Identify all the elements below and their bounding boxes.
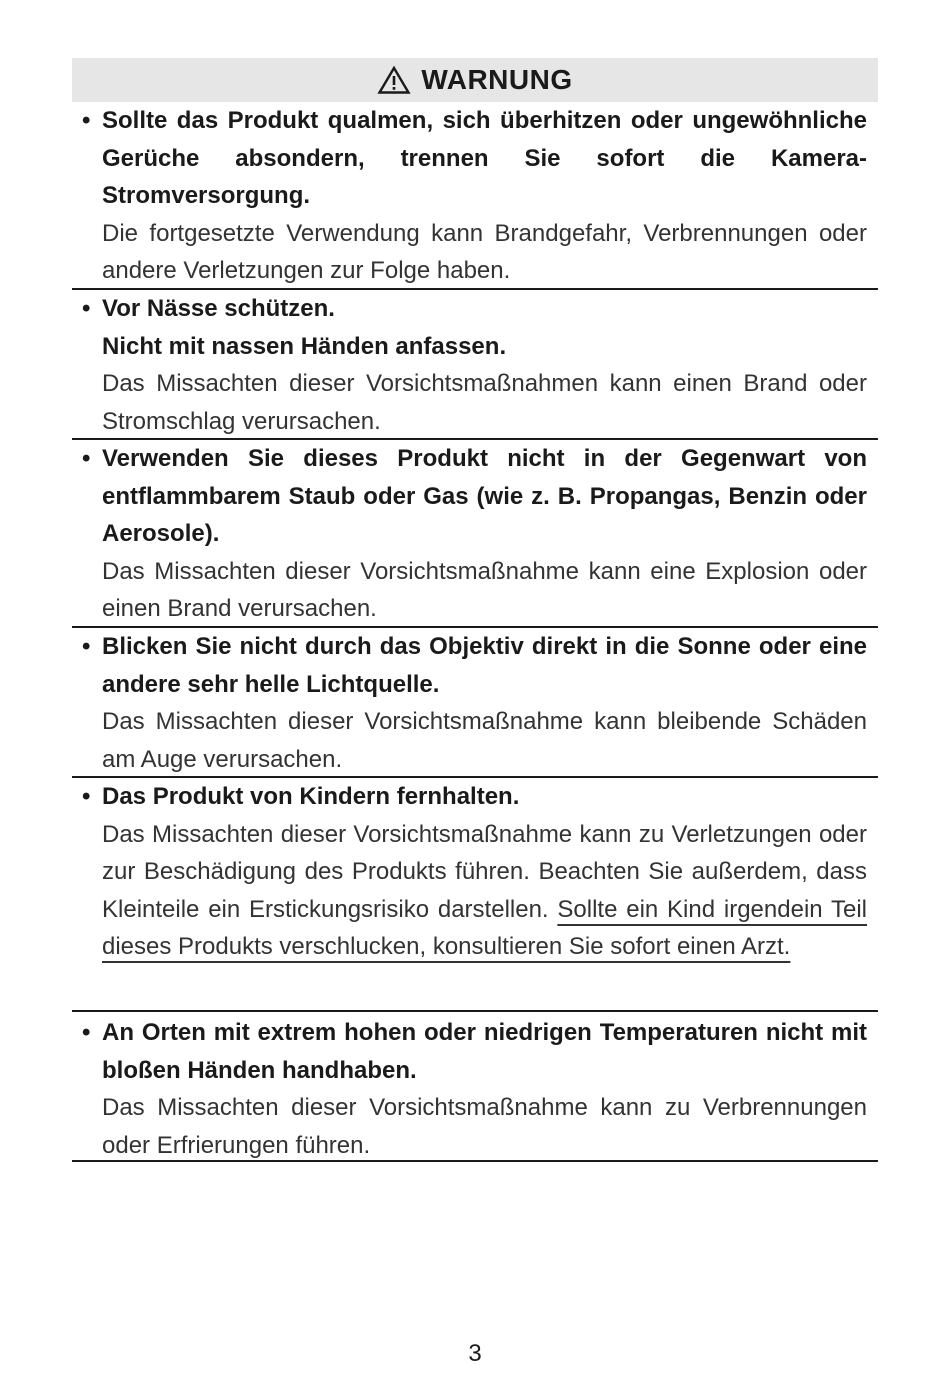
warning-item <box>72 778 878 1012</box>
bullet: • <box>82 295 91 322</box>
bullet: • <box>82 783 91 810</box>
warning-section <box>72 58 878 1162</box>
warning-item-title: Das Produkt von Kindern fernhalten. <box>102 783 520 810</box>
warning-item-title: An Orten mit extrem hohen oder niedrigen Temperaturen nicht mit bloßen Händen handhaben. <box>102 1019 867 1084</box>
warning-header <box>72 58 878 102</box>
warning-item <box>72 628 878 778</box>
warning-title: WARNUNG <box>421 64 573 95</box>
warning-item-body <box>102 816 867 966</box>
warning-item <box>72 1012 878 1162</box>
warning-item-body-text: Das Missachten dieser Vorsichtsmaßnahme kann zu Verletzungen oder zur Beschädigung des Produkts führen. Beachten Sie außerdem, dass Kleinteile ein Erstickungsrisiko darstellen. <box>102 820 867 923</box>
warning-item-body: Das Missachten dieser Vorsichtsmaßnahmen kann einen Brand oder Stromschlag verursachen. <box>102 370 867 435</box>
warning-item <box>72 102 878 290</box>
warning-item-title: Sollte das Produkt qualmen, sich überhitzen oder ungewöhnliche Gerüche absondern, trennen Sie sofort die Kamera-Stromversorgung. <box>102 107 867 209</box>
bullet: • <box>82 1019 91 1046</box>
warning-item-body-underlined: Sollte ein Kind irgendein Teil dieses Produkts verschlucken, konsultieren Sie sofort einen Arzt. <box>102 895 867 960</box>
warning-item-title: Verwenden Sie dieses Produkt nicht in der Gegenwart von entflammbarem Staub oder Gas (wie z. B. Propangas, Benzin oder Aerosole). <box>102 445 867 547</box>
bullet: • <box>82 633 91 660</box>
warning-item <box>72 290 878 440</box>
bullet: • <box>82 445 91 472</box>
warning-triangle-icon <box>377 65 411 95</box>
bullet: • <box>82 107 91 134</box>
warning-item-title: Blicken Sie nicht durch das Objektiv direkt in die Sonne oder eine andere sehr helle Lichtquelle. <box>102 633 867 698</box>
page-number: 3 <box>468 1340 482 1367</box>
warning-item-body: Das Missachten dieser Vorsichtsmaßnahme kann zu Verbrennungen oder Erfrierungen führen. <box>102 1094 867 1159</box>
warning-item-title: Vor Nässe schützen. <box>102 295 335 322</box>
warning-item-body: Das Missachten dieser Vorsichtsmaßnahme kann bleibende Schäden am Auge verursachen. <box>102 708 867 773</box>
warning-item-title: Nicht mit nassen Händen anfassen. <box>102 332 507 360</box>
warning-item-body: Die fortgesetzte Verwendung kann Brandgefahr, Verbrennungen oder andere Verletzungen zur Folge haben. <box>102 219 867 284</box>
warning-item <box>72 440 878 628</box>
warning-item-body: Das Missachten dieser Vorsichtsmaßnahme kann eine Explosion oder einen Brand verursachen. <box>102 557 867 622</box>
